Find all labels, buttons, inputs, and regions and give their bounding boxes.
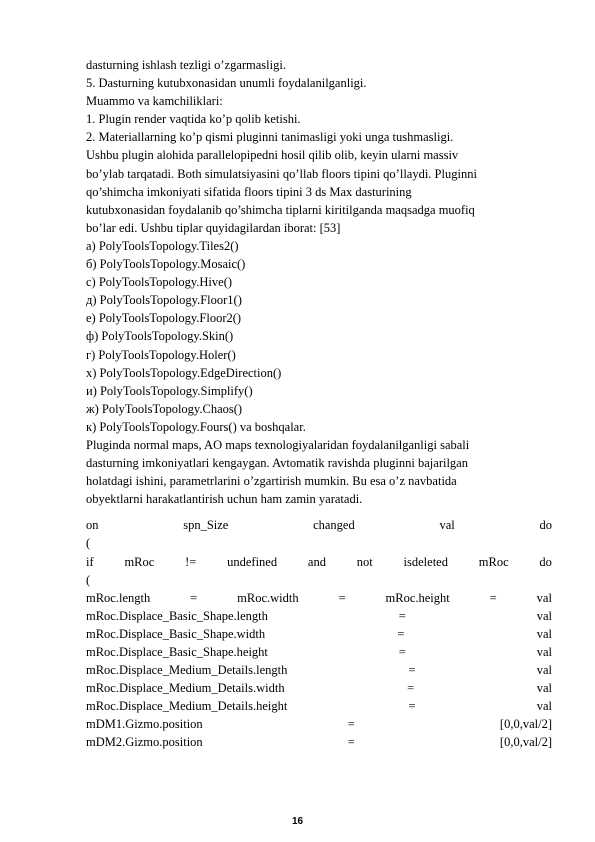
code-token: on	[86, 518, 99, 533]
text-line: б) PolyToolsTopology.Mosaic()	[86, 257, 246, 272]
text-line: qo’shimcha imkoniyati sifatida floors tipini 3 ds Max dasturining	[86, 184, 412, 199]
code-token: =	[407, 681, 415, 696]
code-token: val	[536, 699, 552, 714]
code-token: [0,0,val/2]	[499, 735, 552, 750]
code-line-on	[86, 516, 552, 534]
code-token: mDM1.Gizmo.position	[86, 717, 203, 732]
text-line: kutubxonasidan foydalanib qo’shimcha tiplarni kiritilganda maqsadga muofiq	[86, 202, 475, 217]
code-token: mRoc	[124, 554, 155, 569]
code-block	[86, 516, 552, 751]
code-assignment-line	[86, 625, 552, 643]
code-token: mRoc.Displace_Medium_Details.height	[86, 699, 288, 714]
code-token: val	[536, 590, 552, 605]
code-token: and	[307, 554, 326, 569]
code-assignment-line	[86, 643, 552, 661]
text-line: ф) PolyToolsTopology.Skin()	[86, 329, 234, 344]
code-token: val	[439, 518, 455, 533]
text-line: Pluginda normal maps, AO maps texnologiyalaridan foydalanilganligi sabali	[86, 437, 470, 452]
text-line: и) PolyToolsTopology.Simplify()	[86, 383, 253, 398]
code-token: =	[489, 590, 497, 605]
text-line: е) PolyToolsTopology.Floor2()	[86, 311, 242, 326]
text-line: 1. Plugin render vaqtida ko’p qolib ketishi.	[86, 112, 301, 127]
text-line: г) PolyToolsTopology.Holer()	[86, 347, 236, 362]
code-token: do	[539, 554, 552, 569]
code-assignment-line	[86, 607, 552, 625]
code-token: =	[398, 645, 406, 659]
code-token: mRoc	[478, 554, 509, 569]
code-token: undefined	[227, 554, 278, 569]
text-line: dasturning imkoniyatlari kengaygan. Avtomatik ravishda pluginni bajarilgan	[86, 456, 468, 471]
text-line: holatdagi ishini, parametrlarini o’zgartirish mumkin. Bu esa o’z navbatida	[86, 474, 457, 489]
page-body	[86, 56, 552, 752]
text-line: 2. Materiallarning ko’p qismi pluginni tanimasligi yoki unga tushmasligi.	[86, 130, 454, 145]
code-token: val	[536, 608, 552, 623]
text-line: 5. Dasturning kutubxonasidan unumli foydalanilganligi.	[86, 76, 367, 91]
code-token: mRoc.Displace_Medium_Details.length	[86, 663, 288, 678]
code-line-if	[86, 553, 552, 571]
code-token: mRoc.Displace_Basic_Shape.width	[86, 626, 266, 641]
code-token: not	[356, 554, 373, 569]
code-token: mDM2.Gizmo.position	[86, 735, 203, 750]
code-token: =	[408, 699, 416, 714]
text-body	[86, 56, 552, 508]
code-token: val	[536, 663, 552, 678]
text-line: а) PolyToolsTopology.Tiles2()	[86, 238, 239, 253]
text-line: д) PolyToolsTopology.Floor1()	[86, 293, 242, 308]
code-assignment-line	[86, 733, 552, 751]
code-line-dimensions	[86, 589, 552, 607]
code-token: val	[536, 681, 552, 696]
code-token: !=	[185, 554, 197, 569]
code-assignment-line	[86, 697, 552, 715]
code-token: =	[398, 608, 406, 623]
page-number: 16	[291, 816, 304, 827]
text-line: bo’ylab tarqatadi. Both simulatsiyasini qo’llab floors tipini qo’llaydi. Pluginni	[86, 166, 477, 181]
code-token: spn_Size	[183, 518, 229, 533]
text-line: х) PolyToolsTopology.EdgeDirection()	[86, 365, 282, 380]
text-line: obyektlarni harakatlantirish uchun ham zamin yaratadi.	[86, 492, 363, 507]
code-assignments	[86, 607, 552, 752]
text-line: ж) PolyToolsTopology.Chaos()	[86, 401, 243, 416]
code-paren-open: (	[86, 536, 91, 551]
code-assignment-line	[86, 661, 552, 679]
code-token: mRoc.height	[385, 590, 450, 605]
code-token: =	[338, 590, 346, 605]
code-token: =	[397, 626, 405, 641]
text-line: с) PolyToolsTopology.Hive()	[86, 275, 233, 290]
code-assignment-line	[86, 679, 552, 697]
text-line: bo’lar edi. Ushbu tiplar quyidagilardan iborat: [53]	[86, 220, 341, 235]
code-paren-open: (	[86, 572, 91, 587]
code-token: =	[347, 717, 355, 732]
code-token: =	[190, 590, 198, 605]
code-token: mRoc.width	[237, 590, 299, 605]
code-token: =	[408, 663, 416, 678]
code-token: mRoc.Displace_Medium_Details.width	[86, 681, 285, 696]
code-token: mRoc.Displace_Basic_Shape.height	[86, 645, 268, 659]
code-token: changed	[313, 518, 355, 533]
text-line: dasturning ishlash tezligi o’zgarmasligi.	[86, 58, 286, 72]
code-token: =	[347, 735, 355, 750]
code-token: isdeleted	[403, 554, 448, 569]
code-token: val	[536, 645, 552, 659]
text-line: Muammo va kamchiliklari:	[86, 94, 223, 109]
code-token: mRoc.Displace_Basic_Shape.length	[86, 608, 268, 623]
code-token: [0,0,val/2]	[499, 717, 552, 732]
code-token: mRoc.length	[86, 590, 151, 605]
code-assignment-line	[86, 715, 552, 733]
code-token: val	[536, 626, 552, 641]
text-line: к) PolyToolsTopology.Fours() va boshqalar.	[86, 419, 306, 434]
code-token: do	[539, 518, 552, 533]
code-token: if	[86, 554, 94, 569]
text-line: Ushbu plugin alohida parallelopipedni hosil qilib olib, keyin ularni massiv	[86, 148, 459, 163]
